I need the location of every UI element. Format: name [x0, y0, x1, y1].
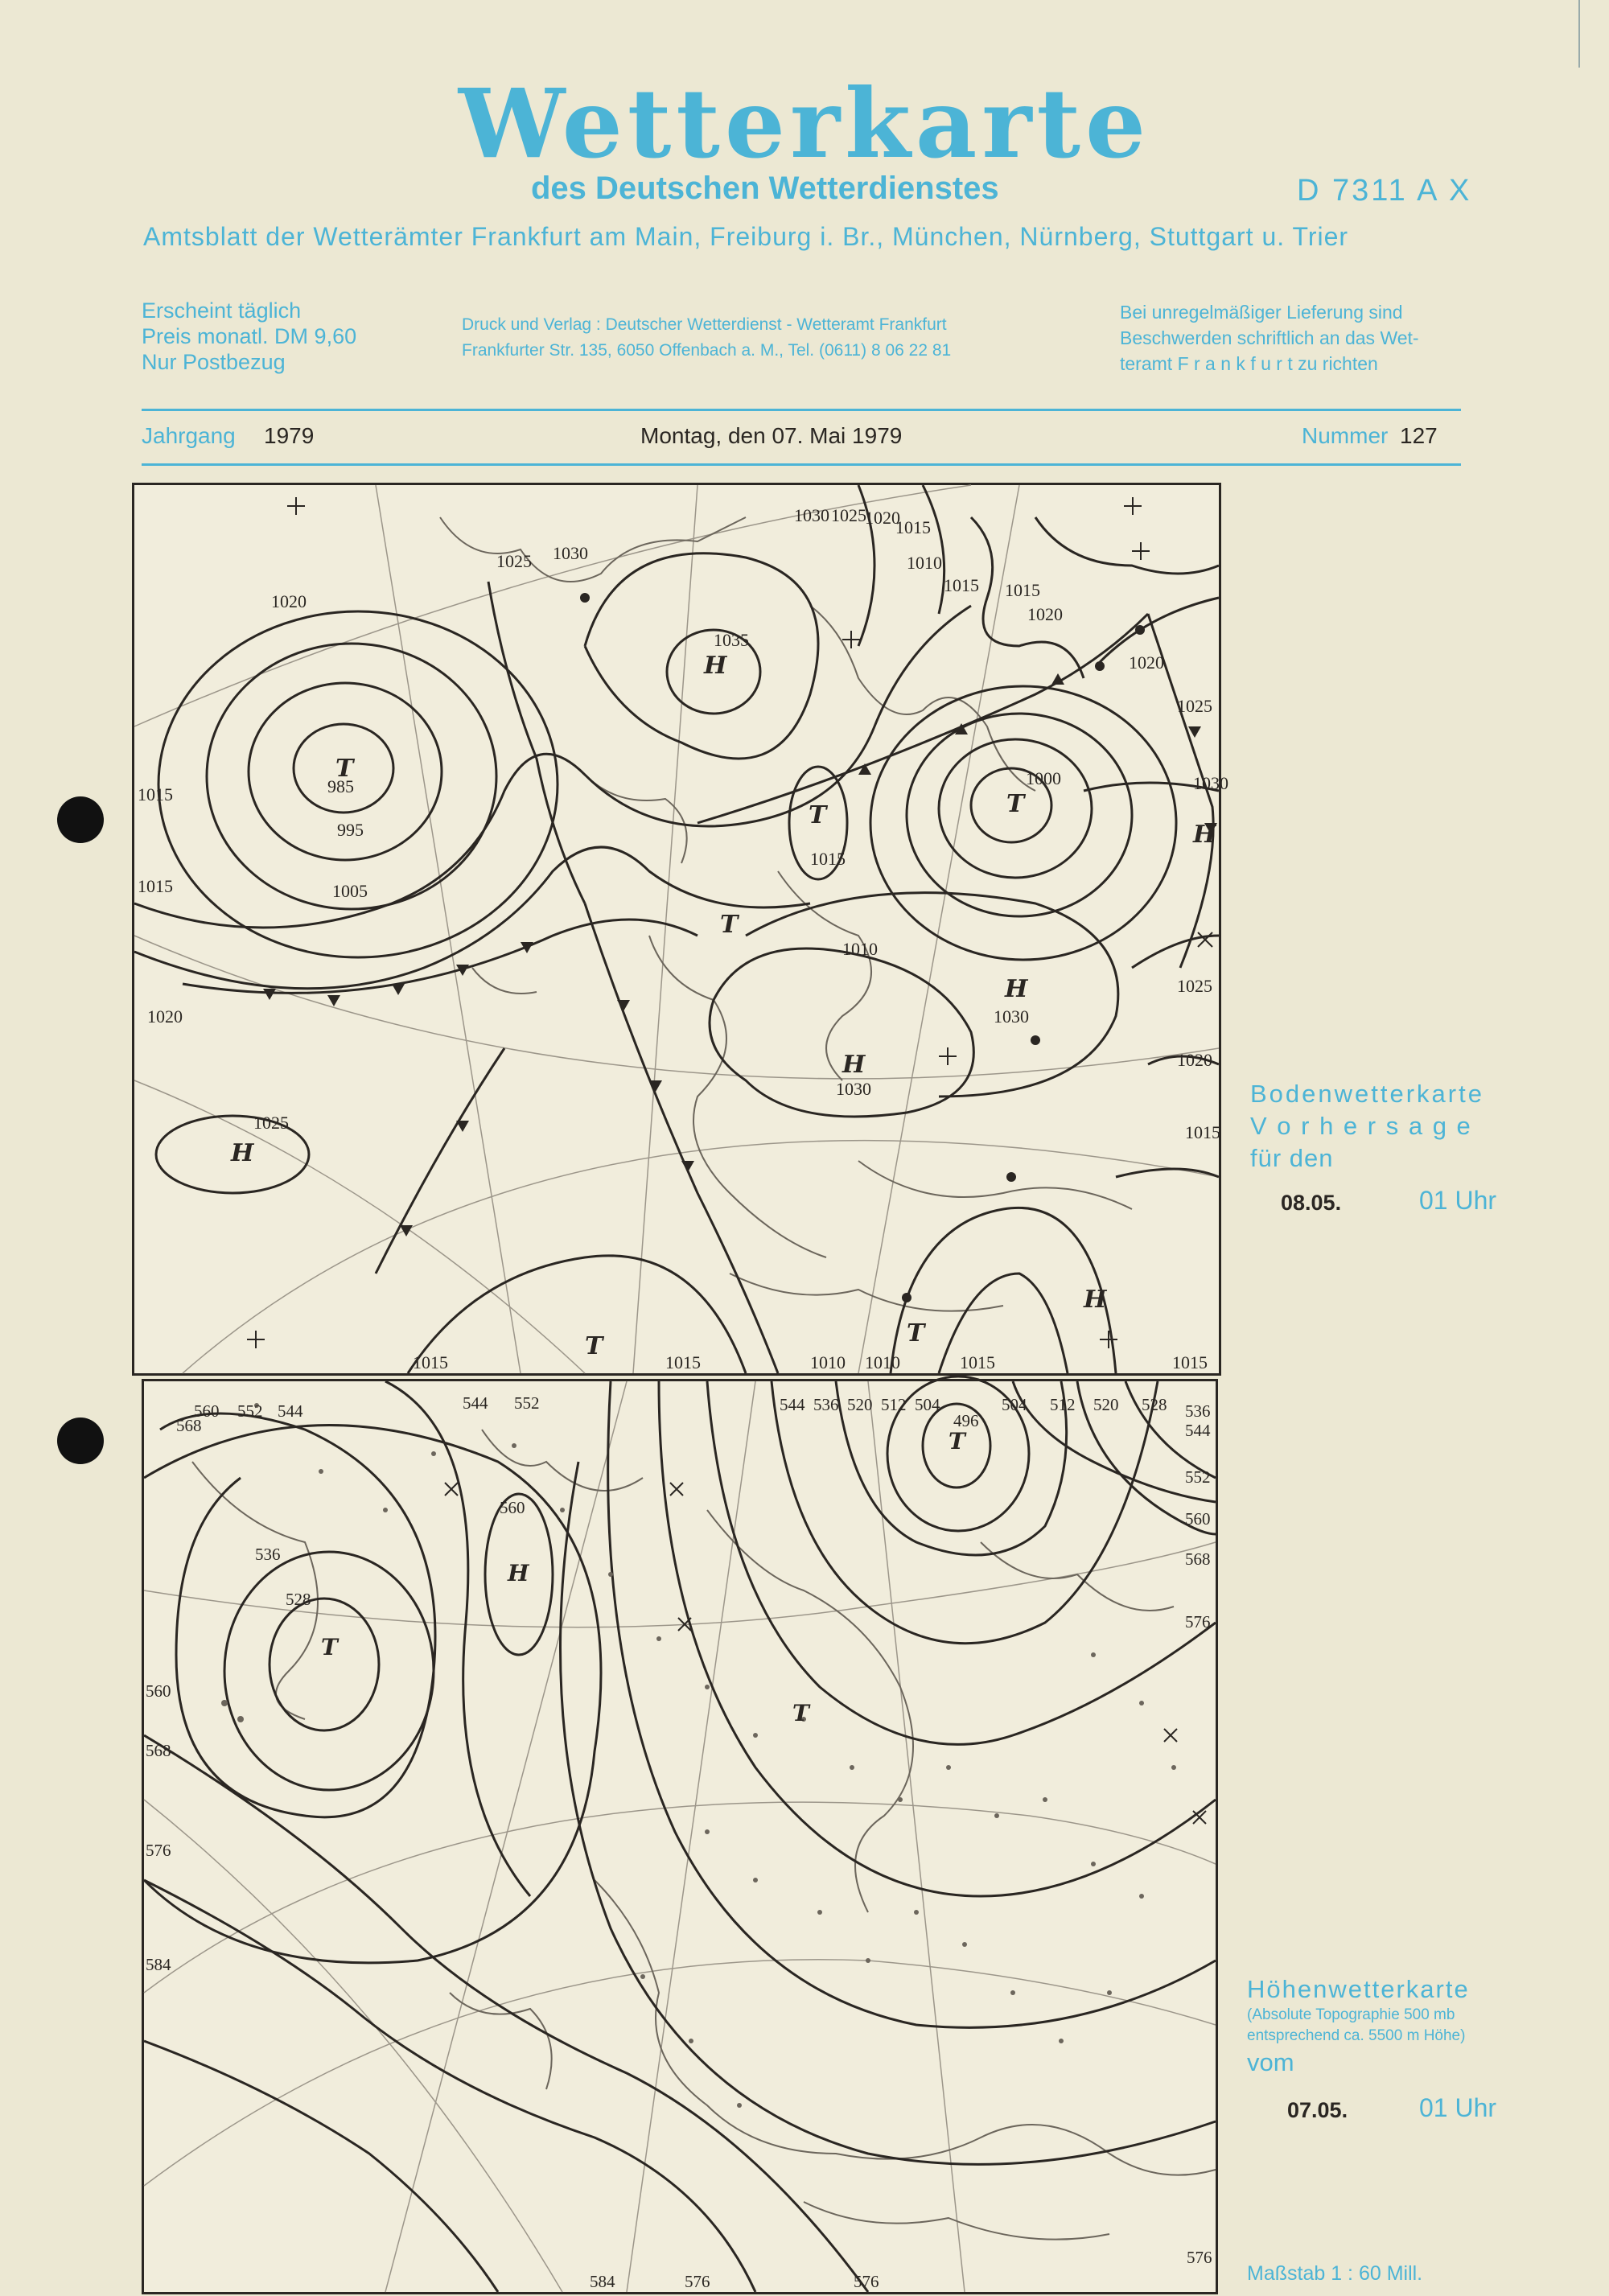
upper-map-date: 07.05.	[1287, 2098, 1348, 2122]
amtsblatt-line: Amtsblatt der Wetterämter Frankfurt am Main, Freiburg i. Br., München, Nürnberg, Stuttgart u. Trier	[143, 222, 1349, 251]
high-center-label: H	[704, 652, 727, 680]
surface-map-caption	[1250, 1078, 1484, 1175]
page-edge	[1578, 0, 1580, 68]
caption-title: Höhenwetterkarte	[1247, 1975, 1470, 2003]
high-center-label: H	[1193, 821, 1216, 849]
contour-label: 560	[146, 1681, 171, 1701]
isobar-label: 1010	[842, 939, 878, 959]
info-left-line: Preis monatl. DM 9,60	[142, 324, 357, 348]
contour-label: 504	[915, 1395, 940, 1414]
isobar-label: 1015	[944, 575, 979, 595]
isobar-label: 1030	[994, 1006, 1029, 1027]
contour-label: 568	[1185, 1549, 1211, 1569]
punch-hole-top	[57, 796, 104, 843]
isobar-label: 1015	[960, 1352, 995, 1372]
contour-label: 528	[1142, 1395, 1167, 1414]
isobar-label: 1025	[1177, 696, 1212, 716]
isobar-label: 1020	[1129, 652, 1164, 673]
isobar-label: 1030	[553, 543, 588, 563]
contour-label: 584	[590, 2272, 615, 2291]
isobar-label: 1010	[907, 553, 942, 573]
info-left-line: Erscheint täglich	[142, 298, 302, 323]
caption-subtitle: V o r h e r s a g e	[1250, 1112, 1472, 1140]
high-center-label: H	[842, 1051, 866, 1079]
info-left-line: Nur Postbezug	[142, 350, 286, 374]
low-center-label: T	[720, 911, 739, 939]
low-center-label: T	[1006, 790, 1025, 818]
upper-air-map	[142, 1379, 1218, 2294]
map-scale: Maßstab 1 : 60 Mill.	[1247, 2262, 1423, 2285]
jahrgang-value: 1979	[264, 423, 315, 448]
front-symbols	[263, 593, 1217, 1302]
masthead-rule-bottom	[142, 463, 1461, 466]
isobar-label: 1015	[138, 784, 173, 804]
contour-label: 576	[1187, 2248, 1212, 2267]
contour-label: 544	[463, 1393, 488, 1413]
isobar-label: 1020	[147, 1006, 183, 1027]
masthead-rule-top	[142, 409, 1461, 411]
isobar-label: 1025	[496, 551, 532, 571]
low-center-label: T	[809, 801, 827, 829]
isobar-label: 1010	[810, 1352, 846, 1372]
masthead-title: Wetterkarte	[458, 68, 1151, 179]
coastlines	[192, 1430, 1216, 2240]
caption-detail: entsprechend ca. 5500 m Höhe)	[1247, 2027, 1466, 2044]
isobar-label: 1010	[865, 1352, 900, 1372]
contour-label: 576	[685, 2272, 710, 2291]
isobar-label: 1015	[1185, 1122, 1220, 1142]
contour-label: 552	[237, 1401, 263, 1421]
high-center-label: H	[508, 1560, 529, 1586]
contour-label: 552	[1185, 1467, 1211, 1487]
caption-detail: (Absolute Topographie 500 mb	[1247, 2006, 1455, 2023]
contour-label: 504	[1002, 1395, 1027, 1414]
info-right	[1120, 299, 1419, 376]
low-center-label: T	[949, 1428, 965, 1455]
contour-label: 584	[146, 1955, 171, 1974]
isobar-label: 1025	[253, 1113, 289, 1133]
contour-label: 568	[146, 1741, 171, 1760]
punch-hole-bottom	[57, 1418, 104, 1464]
isobar-label: 1015	[138, 876, 173, 896]
info-center	[462, 312, 951, 364]
contour-label: 544	[780, 1395, 805, 1414]
isobar-label: 1020	[1177, 1050, 1212, 1070]
isobar-label: 1030	[836, 1079, 871, 1099]
info-center-line: Druck und Verlag : Deutscher Wetterdienst - Wetteramt Frankfurt	[462, 315, 947, 334]
surface-map-time: 01 Uhr	[1419, 1186, 1497, 1215]
isobar-label: 1025	[831, 505, 866, 525]
isobar-label: 995	[337, 820, 364, 840]
station-reports	[221, 1403, 1176, 2108]
high-center-label: H	[1084, 1286, 1107, 1314]
isobar-label: 1015	[1172, 1352, 1208, 1372]
high-center-label: H	[1005, 975, 1028, 1003]
info-right-line: Beschwerden schriftlich an das Wet-	[1120, 327, 1419, 348]
isobar-label: 1035	[714, 630, 749, 650]
isobar-label: 1005	[332, 881, 368, 901]
low-center-label: T	[907, 1319, 925, 1348]
low-center-label: T	[335, 755, 354, 783]
low-center-label: T	[585, 1332, 603, 1360]
isobar-label: 1015	[810, 849, 846, 869]
contour-label: 536	[1185, 1401, 1211, 1421]
contour-label: 560	[194, 1401, 220, 1421]
low-center-label: T	[321, 1634, 338, 1660]
isobar-label: 985	[327, 776, 354, 796]
issue-date: Montag, den 07. Mai 1979	[640, 423, 903, 448]
info-center-line: Frankfurter Str. 135, 6050 Offenbach a. M., Tel. (0611) 8 06 22 81	[462, 341, 952, 360]
contour-label: 576	[146, 1841, 171, 1860]
surface-map-drawing	[134, 485, 1228, 1373]
contour-label: 576	[1185, 1612, 1211, 1631]
isobar-label: 1015	[413, 1352, 448, 1372]
isobar-label: 1030	[794, 505, 829, 525]
nummer-value: 127	[1400, 423, 1438, 448]
masthead-subtitle: des Deutschen Wetterdienstes	[531, 171, 999, 206]
surface-weather-map	[132, 483, 1228, 1376]
contour-label: 528	[286, 1590, 311, 1609]
publication-code: D 7311 A X	[1297, 174, 1472, 208]
caption-title: Bodenwetterkarte	[1250, 1080, 1484, 1108]
graticule	[144, 1381, 1216, 2292]
isobar-label: 1030	[1193, 773, 1228, 793]
contour-label: 576	[854, 2272, 879, 2291]
caption-for: für den	[1250, 1144, 1334, 1172]
isobar-label: 1020	[865, 508, 900, 528]
contour-label: 512	[1050, 1395, 1076, 1414]
contour-label: 544	[278, 1401, 303, 1421]
surface-map-date: 08.05.	[1281, 1191, 1342, 1215]
isobar-label: 1015	[665, 1352, 701, 1372]
contour-label: 536	[255, 1545, 281, 1564]
contour-label: 520	[847, 1395, 873, 1414]
height-contours	[144, 1376, 1216, 2292]
jahrgang-label: Jahrgang	[142, 423, 236, 448]
contour-label: 560	[1185, 1509, 1211, 1529]
isobar-label: 1020	[271, 591, 307, 611]
contour-label: 552	[514, 1393, 540, 1413]
isobar-label: 1020	[1027, 604, 1063, 624]
coastlines	[440, 517, 1132, 1311]
contour-label: 520	[1093, 1395, 1119, 1414]
isobar-label: 1015	[895, 517, 931, 537]
contour-label: 496	[953, 1411, 979, 1430]
info-right-line: teramt F r a n k f u r t zu richten	[1120, 353, 1378, 374]
info-left	[142, 298, 356, 375]
nummer-label: Nummer	[1302, 423, 1389, 448]
isobar-label: 1000	[1026, 768, 1061, 788]
high-center-label: H	[231, 1139, 254, 1167]
fronts	[183, 582, 1213, 1373]
caption-from: vom	[1247, 2048, 1294, 2076]
low-center-label: T	[792, 1700, 809, 1726]
contour-label: 544	[1185, 1421, 1211, 1440]
contour-label: 536	[813, 1395, 839, 1414]
info-right-line: Bei unregelmäßiger Lieferung sind	[1120, 302, 1403, 323]
upper-map-time: 01 Uhr	[1419, 2093, 1497, 2122]
contour-label: 568	[176, 1416, 202, 1435]
contour-label: 512	[881, 1395, 907, 1414]
contour-label: 560	[500, 1498, 525, 1517]
upper-map-caption	[1247, 1974, 1470, 2079]
isobar-label: 1025	[1177, 976, 1212, 996]
isobar-label: 1015	[1005, 580, 1040, 600]
upper-map-drawing	[144, 1381, 1216, 2292]
